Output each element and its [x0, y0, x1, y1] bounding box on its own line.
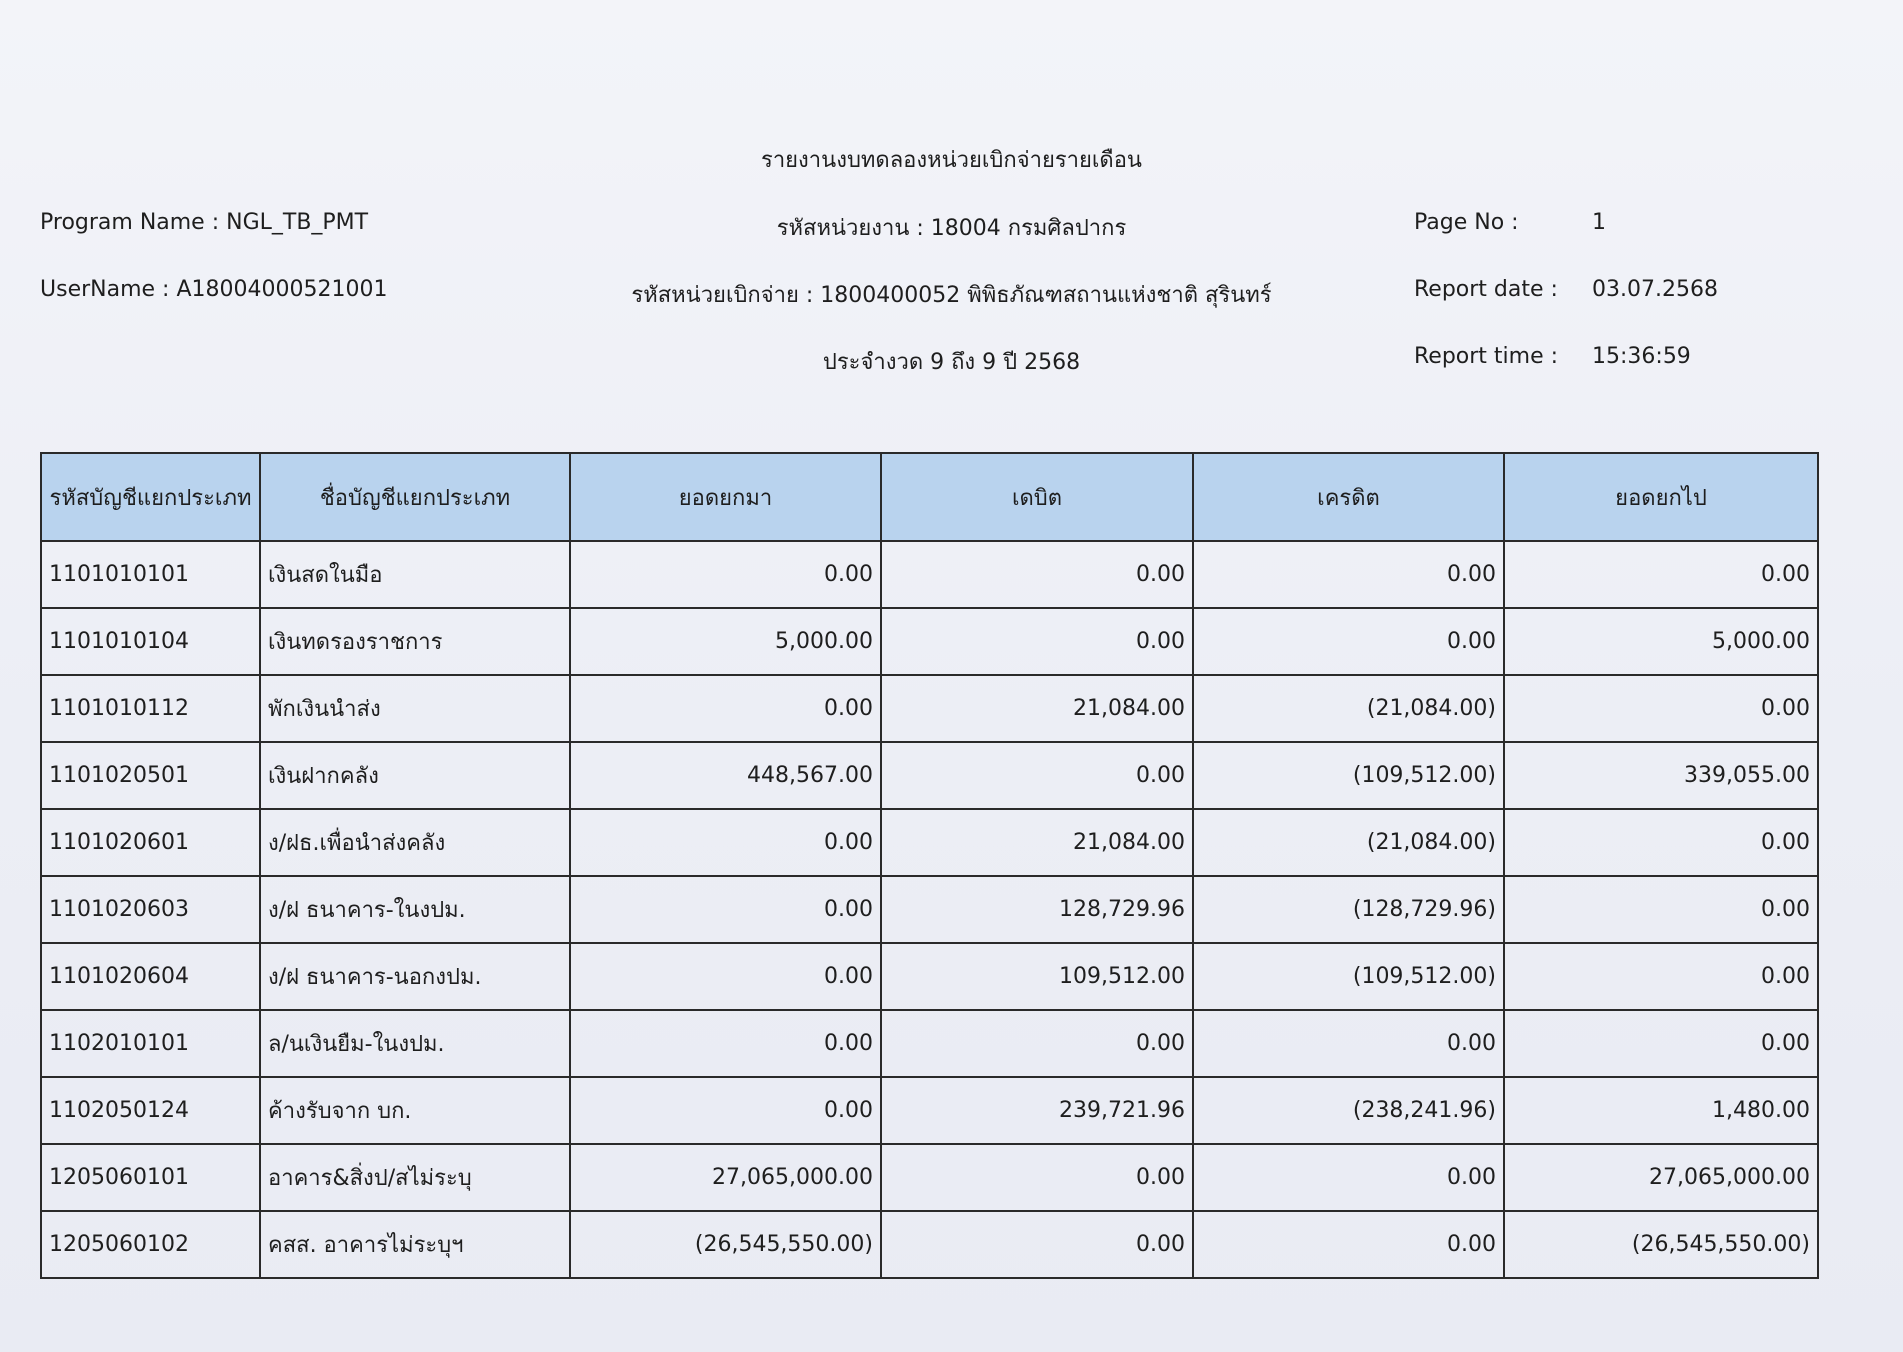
debit-cell: 0.00 [881, 742, 1193, 809]
table-row [41, 742, 1818, 809]
table-row [41, 1144, 1818, 1211]
table-row [41, 608, 1818, 675]
credit-cell: 0.00 [1193, 1144, 1504, 1211]
disbursement-unit: รหัสหน่วยเบิกจ่าย : 1800400052 พิพิธภัณฑสถานแห่งชาติ สุรินทร์ [631, 283, 1272, 308]
account-name-cell: เงินทดรองราชการ [260, 608, 570, 675]
account-name-cell: ล/นเงินยืม-ในงปม. [260, 1010, 570, 1077]
table-row [41, 1211, 1818, 1278]
debit-cell: 21,084.00 [881, 809, 1193, 876]
closing-balance-cell: 0.00 [1504, 809, 1818, 876]
closing-balance-cell: 5,000.00 [1504, 608, 1818, 675]
debit-cell: 128,729.96 [881, 876, 1193, 943]
user-name: UserName : A18004000521001 [40, 277, 388, 302]
closing-balance-cell: (26,545,550.00) [1504, 1211, 1818, 1278]
debit-cell: 109,512.00 [881, 943, 1193, 1010]
column-header-credit: เครดิต [1193, 453, 1504, 541]
account-code-cell: 1101010104 [41, 608, 260, 675]
trial-balance-table [40, 452, 1819, 1279]
credit-cell: (238,241.96) [1193, 1077, 1504, 1144]
debit-cell: 0.00 [881, 608, 1193, 675]
debit-cell: 239,721.96 [881, 1077, 1193, 1144]
credit-cell: (21,084.00) [1193, 675, 1504, 742]
account-code-cell: 1101010112 [41, 675, 260, 742]
report-period: ประจำงวด 9 ถึง 9 ปี 2568 [822, 350, 1081, 375]
table-row [41, 1010, 1818, 1077]
opening-balance-cell: (26,545,550.00) [570, 1211, 881, 1278]
closing-balance-cell: 0.00 [1504, 876, 1818, 943]
closing-balance-cell: 0.00 [1504, 675, 1818, 742]
account-name-cell: เงินสดในมือ [260, 541, 570, 608]
debit-cell: 0.00 [881, 541, 1193, 608]
report-date-label: Report date : [1414, 277, 1558, 302]
table-row [41, 1077, 1818, 1144]
program-name: Program Name : NGL_TB_PMT [40, 210, 369, 235]
closing-balance-cell: 1,480.00 [1504, 1077, 1818, 1144]
table-row [41, 541, 1818, 608]
opening-balance-cell: 27,065,000.00 [570, 1144, 881, 1211]
report-date-value: 03.07.2568 [1592, 277, 1718, 302]
column-header-debit: เดบิต [881, 453, 1193, 541]
account-code-cell: 1101020604 [41, 943, 260, 1010]
opening-balance-cell: 0.00 [570, 943, 881, 1010]
account-name-cell: ค้างรับจาก บก. [260, 1077, 570, 1144]
column-header-opening-balance: ยอดยกมา [570, 453, 881, 541]
account-code-cell: 1205060102 [41, 1211, 260, 1278]
account-name-cell: ง/ฝ ธนาคาร-ในงปม. [260, 876, 570, 943]
account-code-cell: 1101020601 [41, 809, 260, 876]
credit-cell: 0.00 [1193, 541, 1504, 608]
report-time-value: 15:36:59 [1592, 344, 1691, 369]
account-code-cell: 1101020603 [41, 876, 260, 943]
debit-cell: 0.00 [881, 1211, 1193, 1278]
closing-balance-cell: 0.00 [1504, 1010, 1818, 1077]
table-row [41, 876, 1818, 943]
opening-balance-cell: 0.00 [570, 876, 881, 943]
opening-balance-cell: 0.00 [570, 541, 881, 608]
opening-balance-cell: 0.00 [570, 675, 881, 742]
account-code-cell: 1101020501 [41, 742, 260, 809]
account-name-cell: เงินฝากคลัง [260, 742, 570, 809]
account-name-cell: อาคาร&สิ่งป/สไม่ระบุ [260, 1144, 570, 1211]
closing-balance-cell: 27,065,000.00 [1504, 1144, 1818, 1211]
column-header-account-name: ชื่อบัญชีแยกประเภท [260, 453, 570, 541]
account-name-cell: คสส. อาคารไม่ระบุฯ [260, 1211, 570, 1278]
report-time-label: Report time : [1414, 344, 1559, 369]
account-name-cell: พักเงินนำส่ง [260, 675, 570, 742]
account-code-cell: 1101010101 [41, 541, 260, 608]
closing-balance-cell: 339,055.00 [1504, 742, 1818, 809]
account-code-cell: 1102010101 [41, 1010, 260, 1077]
credit-cell: 0.00 [1193, 608, 1504, 675]
account-code-cell: 1205060101 [41, 1144, 260, 1211]
closing-balance-cell: 0.00 [1504, 541, 1818, 608]
credit-cell: (21,084.00) [1193, 809, 1504, 876]
debit-cell: 0.00 [881, 1144, 1193, 1211]
debit-cell: 21,084.00 [881, 675, 1193, 742]
page-no-value: 1 [1592, 210, 1606, 235]
table-row [41, 809, 1818, 876]
agency-code: รหัสหน่วยงาน : 18004 กรมศิลปากร [776, 216, 1127, 241]
opening-balance-cell: 0.00 [570, 1010, 881, 1077]
page-no-label: Page No : [1414, 210, 1519, 235]
opening-balance-cell: 5,000.00 [570, 608, 881, 675]
credit-cell: (109,512.00) [1193, 943, 1504, 1010]
account-code-cell: 1102050124 [41, 1077, 260, 1144]
report-title: รายงานงบทดลองหน่วยเบิกจ่ายรายเดือน [761, 148, 1142, 173]
account-name-cell: ง/ฝธ.เพื่อนำส่งคลัง [260, 809, 570, 876]
debit-cell: 0.00 [881, 1010, 1193, 1077]
credit-cell: 0.00 [1193, 1211, 1504, 1278]
credit-cell: (128,729.96) [1193, 876, 1504, 943]
table-header-row [41, 453, 1818, 541]
table-row [41, 943, 1818, 1010]
table-row [41, 675, 1818, 742]
credit-cell: (109,512.00) [1193, 742, 1504, 809]
closing-balance-cell: 0.00 [1504, 943, 1818, 1010]
column-header-account-code: รหัสบัญชีแยกประเภท [41, 453, 260, 541]
opening-balance-cell: 0.00 [570, 809, 881, 876]
credit-cell: 0.00 [1193, 1010, 1504, 1077]
account-name-cell: ง/ฝ ธนาคาร-นอกงปม. [260, 943, 570, 1010]
column-header-closing-balance: ยอดยกไป [1504, 453, 1818, 541]
opening-balance-cell: 448,567.00 [570, 742, 881, 809]
opening-balance-cell: 0.00 [570, 1077, 881, 1144]
